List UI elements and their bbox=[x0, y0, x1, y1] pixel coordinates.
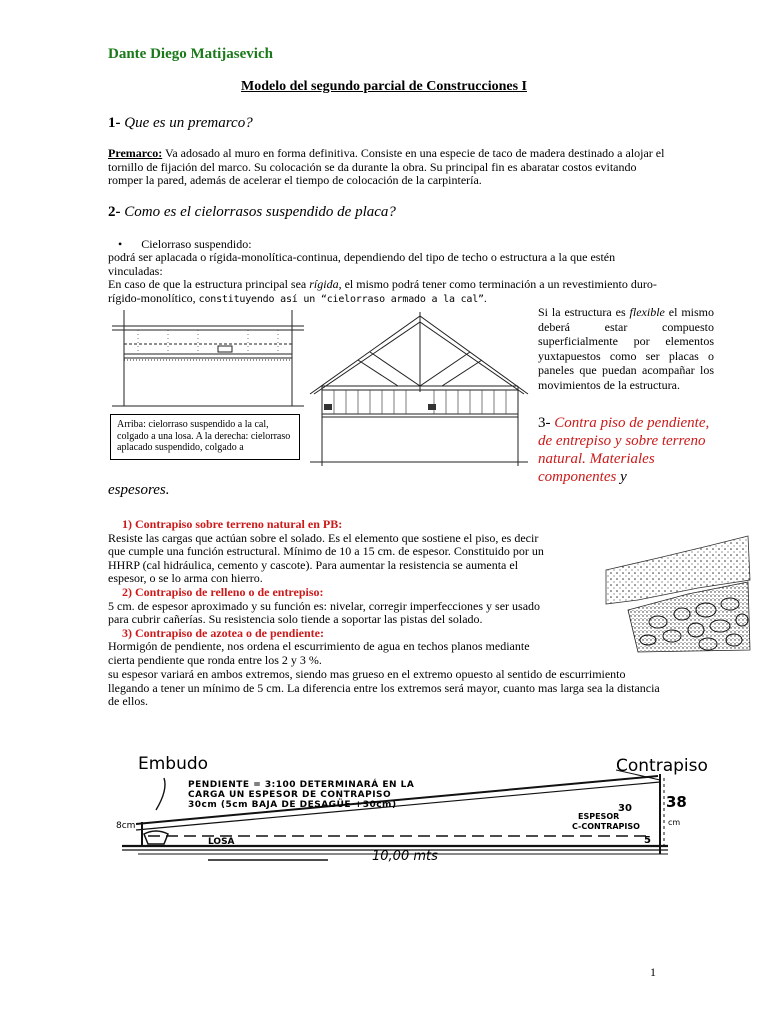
q2-line-4a: rígido-monolítico, bbox=[108, 290, 199, 305]
flexible-term: flexible bbox=[629, 305, 665, 319]
dim-8: 8cm bbox=[116, 821, 136, 831]
contrapiso-2-line-1: 5 cm. de espesor aproximado y su función es: nivelar, corregir imperfecciones y ser usado bbox=[108, 598, 541, 613]
contrapiso-1-line-3: HHRP (cal hidráulica, cemento y cascote). Para aumentar la resistencia se aumenta el bbox=[108, 557, 519, 572]
question-2-heading bbox=[108, 206, 396, 220]
contrapiso-3-line-5: de ellos. bbox=[108, 694, 148, 709]
contrapiso-3-heading: 3) Contrapiso de azotea o de pendiente: bbox=[122, 625, 324, 640]
dim-38: 38 bbox=[666, 793, 687, 811]
contrapiso-3-line-1: Hormigón de pendiente, nos ordena el escurrimiento de agua en techos planos mediante bbox=[108, 639, 530, 654]
pendiente-note bbox=[188, 780, 414, 810]
question-3-tail: y bbox=[616, 469, 627, 485]
question-3-heading bbox=[538, 414, 718, 486]
author-name: Dante Diego Matijasevich bbox=[108, 46, 273, 62]
figure-caption: Arriba: cielorraso suspendido a la cal, colgado a una losa. A la derecha: cielorraso aplacado suspendido, colgado a bbox=[110, 414, 300, 460]
dim-30: 30 bbox=[618, 803, 632, 814]
premarco-term: Premarco: bbox=[108, 146, 163, 160]
c-contrapiso-label: C-CONTRAPISO bbox=[572, 822, 640, 831]
question-2-answer bbox=[108, 251, 714, 306]
question-3-text: Contra piso de pendiente, de entrepiso y sobre terreno natural. Materiales componentes bbox=[538, 415, 710, 485]
flexible-paragraph bbox=[538, 305, 714, 393]
side-text-a: Si la estructura es bbox=[538, 305, 630, 319]
q2-line-1: podrá ser aplacada o rígida-monolítica-continua, dependiendo del tipo de techo o estructura a la que estén bbox=[108, 250, 616, 264]
bullet-text: Cielorraso suspendido: bbox=[141, 237, 252, 251]
contrapiso-1-heading: 1) Contrapiso sobre terreno natural en PB: bbox=[122, 517, 343, 531]
contrapiso-1-line-1: Resiste las cargas que actúan sobre el solado. Es el elemento que sostiene el piso, es decir bbox=[108, 530, 539, 545]
contrapiso-3-line-4: llegando a tener un mínimo de 5 cm. La diferencia entre los extremos será mayor, cuanto mas larga sea la distancia bbox=[108, 680, 660, 695]
contrapiso-2-line-2: para cubrir cañerías. Su resistencia solo tiende a soportar las pistas del solado. bbox=[108, 612, 483, 627]
q2-line-3a: En caso de que la estructura principal sea bbox=[108, 277, 310, 292]
q2-rigida: rígida bbox=[309, 277, 339, 292]
dim-5: 5 bbox=[644, 835, 651, 846]
contrapiso-section-3-full bbox=[108, 668, 714, 709]
contrapiso-3-line-2: cierta pendiente que ronda entre los 2 y 3 %. bbox=[108, 652, 322, 667]
pendiente-line-3: 30cm (5cm BAJA DE DESAGÜE +30cm) bbox=[188, 800, 397, 810]
pendiente-line-1: PENDIENTE = 3:100 DETERMINARÁ EN LA bbox=[188, 780, 415, 790]
question-1-text: Que es un premarco? bbox=[124, 115, 253, 131]
length-label: 10,00 mts bbox=[372, 849, 438, 864]
q2-line-4b: constituyendo así un “cielorraso armado a la cal” bbox=[198, 293, 484, 305]
q1-line-2: tornillo de fijación del marco. Su colocación se da durante la obra. Su principal fin es abaratar costos evitando bbox=[108, 159, 637, 174]
contrapiso-1-line-2: que cumple una función estructural. Mínimo de 10 a 15 cm. de espesor. Constituido por un bbox=[108, 544, 544, 559]
contrapiso-3-line-3: su espesor variará en ambos extremos, siendo mas grueso en el extremo opuesto al sentido de escurrimiento bbox=[108, 667, 626, 681]
side-text-c: el mismo deberá estar compuesto superficialmente por elementos yuxtapuestos como ser placas o paneles que puedan acompañar los movimientos de la estructura. bbox=[538, 305, 714, 392]
q2-line-2: vinculadas: bbox=[108, 263, 163, 278]
q1-line-1: Va adosado al muro en forma definitiva. Consiste en una especie de taco de madera destinado a alojar el bbox=[162, 146, 665, 160]
question-3-number: 3- bbox=[538, 415, 551, 431]
q1-line-3: romper la pared, además de acelerar el tiempo de colocación de la carpintería. bbox=[108, 173, 482, 188]
slope-sketch bbox=[108, 750, 724, 870]
dim-cm: cm bbox=[668, 818, 681, 827]
contrapiso-2-heading: 2) Contrapiso de relleno o de entrepiso: bbox=[122, 584, 324, 599]
q2-line-3c: , el mismo podrá tener como terminación a un revestimiento duro- bbox=[338, 277, 657, 292]
rubble-contrapiso-sketch bbox=[598, 530, 754, 656]
question-3-continuation: espesores. bbox=[108, 482, 170, 498]
question-2-number: 2- bbox=[108, 204, 121, 220]
bullet-icon: • bbox=[118, 237, 123, 251]
losa-label: LOSA bbox=[208, 837, 235, 847]
espesor-label: ESPESOR bbox=[578, 812, 620, 821]
question-1-heading bbox=[108, 117, 253, 131]
embudo-label: Embudo bbox=[138, 754, 209, 774]
question-1-answer bbox=[108, 147, 714, 188]
question-2-text: Como es el cielorrasos suspendido de placa? bbox=[124, 204, 396, 220]
q2-line-4c: . bbox=[483, 290, 487, 305]
page-number: 1 bbox=[650, 965, 656, 979]
document-title: Modelo del segundo parcial de Construcciones I bbox=[241, 79, 527, 94]
pendiente-line-2: CARGA UN ESPESOR DE CONTRAPISO bbox=[188, 790, 392, 800]
contrapiso-section-1 bbox=[108, 518, 592, 668]
contrapiso-label: Contrapiso bbox=[616, 756, 708, 776]
contrapiso-1-line-4: espesor, o se lo arma con hierro. bbox=[108, 571, 263, 586]
question-1-number: 1- bbox=[108, 115, 121, 131]
